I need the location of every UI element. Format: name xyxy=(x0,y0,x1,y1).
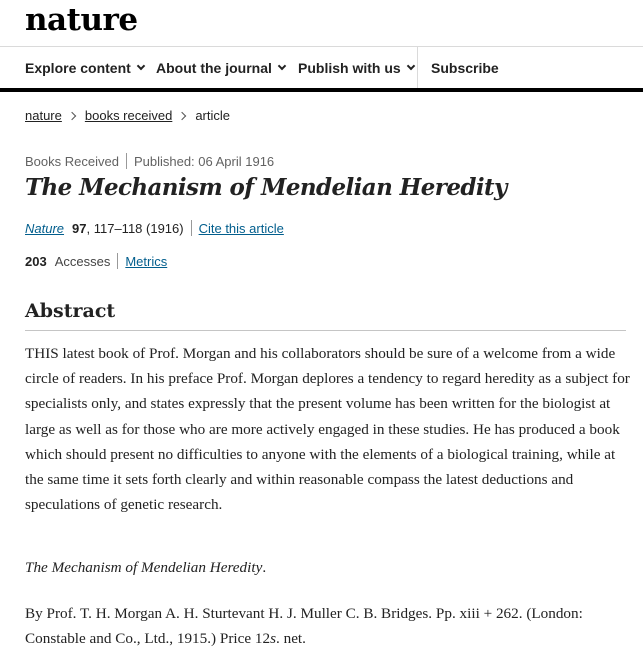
nav-about-journal-label: About the journal xyxy=(156,59,272,76)
breadcrumb-current: article xyxy=(195,108,231,123)
chevron-right-icon xyxy=(178,111,186,119)
article-type: Books Received xyxy=(25,153,119,169)
book-details xyxy=(25,601,625,651)
nav-publish-with-us-label: Publish with us xyxy=(298,59,401,76)
accesses-count: 203 xyxy=(25,253,47,269)
nav-publish-with-us[interactable] xyxy=(298,47,414,89)
page-range: , 117–118 (1916) xyxy=(86,220,184,236)
breadcrumb-books-received[interactable]: books received xyxy=(84,108,173,123)
volume-number: 97 xyxy=(72,220,87,236)
nav-explore-content-label: Explore content xyxy=(25,59,131,76)
chevron-down-icon xyxy=(406,61,414,69)
book-title-suffix: . xyxy=(262,559,267,576)
nav-explore-content[interactable] xyxy=(25,47,144,89)
nature-logo[interactable]: nature xyxy=(25,2,138,38)
breadcrumb xyxy=(25,108,230,123)
citation-separator xyxy=(191,220,192,236)
book-title: The Mechanism of Mendelian Heredity xyxy=(25,559,263,576)
cite-this-article-link[interactable]: Cite this article xyxy=(198,220,284,236)
main-navigation xyxy=(0,46,643,88)
breadcrumb-nature[interactable]: nature xyxy=(25,108,62,123)
accesses-label: Accesses xyxy=(54,253,111,269)
article-title: The Mechanism of Mendelian Heredity xyxy=(25,174,507,201)
nav-divider xyxy=(417,47,418,89)
abstract-divider xyxy=(25,330,626,331)
book-details-main: By Prof. T. H. Morgan A. H. Sturtevant H. J. Muller C. B. Bridges. Pp. xiii + 262. (London: Constable and Co., Ltd., 1915.) Price 12 xyxy=(25,605,583,647)
header-rule xyxy=(0,88,643,92)
abstract-heading: Abstract xyxy=(25,300,116,322)
chevron-right-icon xyxy=(68,111,76,119)
article-metrics xyxy=(25,253,167,269)
book-title-line xyxy=(25,557,266,579)
published-date: Published: 06 April 1916 xyxy=(133,153,275,169)
metrics-separator xyxy=(117,253,118,269)
nav-about-journal[interactable] xyxy=(156,47,285,89)
abstract-text: THIS latest book of Prof. Morgan and his collaborators should be sure of a welcome from a wide circle of readers. In his preface Prof. Morgan deplores a tendency to regard heredity as a subject for specialists only, and states expressly that the present volume has been written for the biologist at large as well as for those who are more actively engaged in these studies. He has produced a book which should present no difficulties to anyone with the elements of a biological training, while at the same time it sets forth clearly and within reasonable compass the latest deductions and speculations of genetic research. xyxy=(25,345,630,514)
citation-line xyxy=(25,220,284,236)
journal-link[interactable]: Nature xyxy=(25,220,65,236)
meta-separator xyxy=(126,153,127,169)
book-details-end: . net. xyxy=(276,630,306,647)
subscribe-link[interactable]: Subscribe xyxy=(431,59,499,76)
metrics-link[interactable]: Metrics xyxy=(125,253,168,269)
chevron-down-icon xyxy=(137,61,145,69)
article-meta xyxy=(25,153,274,169)
price-unit: s xyxy=(270,630,276,647)
chevron-down-icon xyxy=(278,61,286,69)
